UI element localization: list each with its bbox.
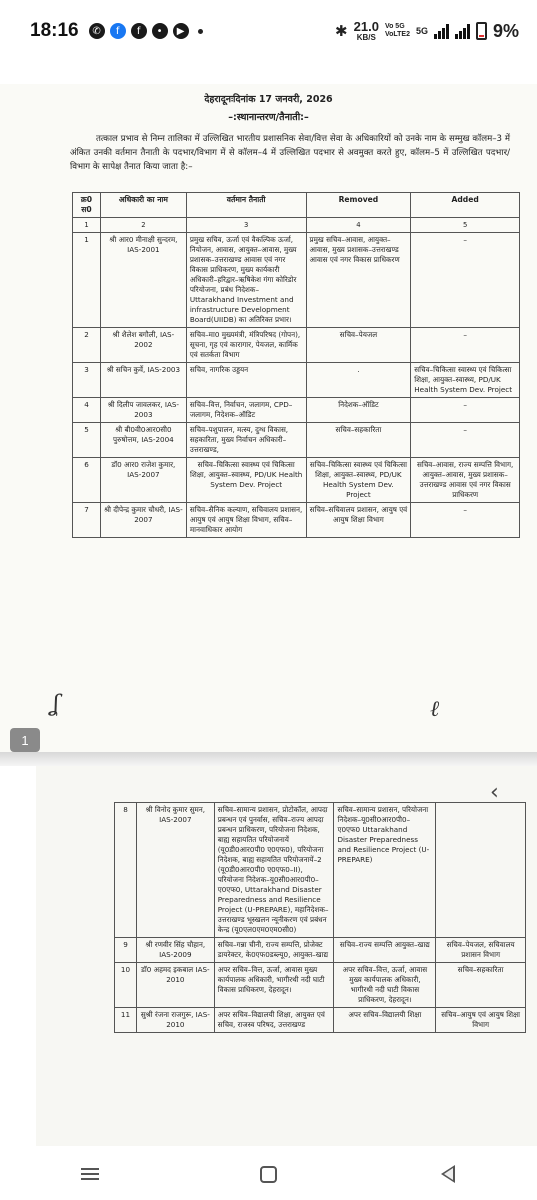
header-name: अधिकारी का नाम bbox=[100, 193, 186, 218]
back-triangle-icon bbox=[441, 1165, 455, 1183]
table-row: 9 श्री रणवीर सिंह चौहान, IAS-2009 सचिव–गन्ना चीनी, राज्य सम्पत्ति, प्रोजेक्ट डायरेक्टर, के0एफ0डब्ल्यू0, आयुक्त–खाद्य सचिव–राज्य सम्पत्ति आयुक्त–खाद्य सचिव–पेयजल, सचिवालय प्रशासन विभाग bbox=[115, 938, 526, 963]
table-row: 3 श्री सचिन कुर्वे, IAS-2003 सचिव, नागरिक उड्डयन . सचिव–चिकित्सा स्वास्थ्य एवं चिकित्सा शिक्षा, आयुक्त–स्वास्थ्य, PD/UK Health System Dev. Project bbox=[73, 363, 520, 398]
bluetooth-icon: ✱ bbox=[335, 23, 348, 40]
whatsapp-icon: ✆ bbox=[89, 23, 105, 39]
recent-apps-button[interactable] bbox=[70, 1159, 110, 1189]
table-row: 11 सुश्री रंजना राजगुरू, IAS-2010 अपर सचिव–विद्यालयी शिक्षा, आयुक्त एवं सचिव, राजस्व परिषद, उत्तराखण्ड अपर सचिव–विद्यालयी शिक्षा सचिव–आयुष एवं आयुष शिक्षा विभाग bbox=[115, 1008, 526, 1033]
chevron-left-icon[interactable]: ‹ bbox=[490, 780, 499, 805]
table-row: 1 श्री आर0 मीनाक्षी सुन्दरम, IAS-2001 प्रमुख सचिव, ऊर्जा एवं वैकल्पिक ऊर्जा, नियोजन, आवास, आयुक्त–आवास, मुख्य प्रशासक–उत्तराखण्ड आवास एवं नगर विकास प्राधिकरण, मुख्य कार्यकारी अधिकारी–हरिद्वार–ऋषिकेश गंगा कोरिडोर परियोजना, प्रबंध निदेशक– Uttarakhand Investment and infrastructure Development Board(UIIDB) का अतिरिक्त प्रभार। प्रमुख सचिव–आवास, आयुक्त–आवास, मुख्य प्रशासक–उत्तराखण्ड आवास एवं नगर विकास प्राधिकरण – bbox=[73, 233, 520, 328]
back-button[interactable] bbox=[428, 1159, 468, 1189]
volte-indicator: Vo 5G VoLTE2 bbox=[384, 23, 410, 38]
table-row: 10 डॉ0 अहमद इकबाल IAS-2010 अपर सचिव–वित्त, ऊर्जा, आवास मुख्य कार्यपालक अधिकारी, भागीरथी नदी घाटी विकास प्राधिकरण, देहरादून। अपर सचिव–वित्त, ऊर्जा, आवास मुख्य कार्यपालक अधिकारी, भागीरथी नदी घाटी विकास प्राधिकरण, देहरादून। सचिव–सहकारिता bbox=[115, 963, 526, 1008]
youtube-play-icon: ▶ bbox=[173, 23, 189, 39]
clock: 18:16 bbox=[30, 20, 79, 41]
chat-bubble-icon: • bbox=[152, 23, 168, 39]
page-number-badge: 1 bbox=[10, 728, 40, 752]
more-notifications-icon bbox=[198, 29, 203, 34]
transfer-table-continued bbox=[114, 802, 526, 1033]
header-current: वर्तमान तैनाती bbox=[186, 193, 306, 218]
system-status bbox=[335, 18, 519, 42]
signature-mark: ℓ bbox=[430, 697, 440, 722]
signal-bars-icon bbox=[434, 23, 449, 39]
document-page-1 bbox=[0, 84, 537, 754]
header-added: Added bbox=[411, 193, 520, 218]
notification-icons bbox=[89, 23, 203, 39]
page-divider bbox=[0, 752, 537, 766]
table-row: 7 श्री दीपेन्द्र कुमार चौधरी, IAS-2007 सचिव–सैनिक कल्याण, सचिवालय प्रशासन, आयुष एवं आयुष शिक्षा विभाग, सचिव–मानवाधिकार आयोग सचिव–सचिवालय प्रशासन, आयुष एवं आयुष शिक्षा विभाग – bbox=[73, 503, 520, 538]
table-row: 6 डॉ0 आर0 राजेश कुमार, IAS-2007 सचिव–चिकित्सा स्वास्थ्य एवं चिकित्सा शिक्षा, आयुक्त–स्वास्थ्य, PD/UK Health System Dev. Project सचिव–चिकित्सा स्वास्थ्य एवं चिकित्सा शिक्षा, आयुक्त–स्वास्थ्य, PD/UK Health System Dev. Project सचिव–आवास, राज्य सम्पत्ति विभाग, आयुक्त–आवास, मुख्य प्रशासक–उत्तराखण्ड आवास एवं नगर विकास प्राधिकरण bbox=[73, 458, 520, 503]
network-5g-label: 5G bbox=[415, 26, 428, 36]
table-header-row bbox=[73, 193, 520, 218]
column-number-row: 1 2 3 4 5 bbox=[73, 218, 520, 233]
battery-icon bbox=[476, 22, 487, 40]
signature-mark: ʆ bbox=[52, 692, 60, 717]
document-date: देहरादूनःदिनांक 17 जनवरी, 2026 bbox=[204, 94, 333, 105]
menu-icon bbox=[81, 1165, 99, 1183]
document-intro: तत्काल प्रभाव से निम्न तालिका में उल्लिखित भारतीय प्रशासनिक सेवा/वित्त सेवा के अधिकारियों को उनके नाम के सम्मुख कॉलम–3 में अंकित उनकी वर्तमान तैनाती के पदभार/विभाग में से कॉलम–4 में उल्लिखित पदभार से अवमुक्त करते हुए, कॉलम–5 में उल्लिखित पदभार/विभाग के सापेक्ष तैनात किया जाता है:– bbox=[70, 134, 510, 172]
table-row: 2 श्री शैलेश बगौली, IAS-2002 सचिव–मा0 मुख्यमंत्री, मंत्रिपरिषद (गोपन), सूचना, गृह एवं कारागार, पेयजल, कार्मिक एवं सतर्कता विभाग सचिव–पेयजल – bbox=[73, 328, 520, 363]
document-page-2 bbox=[36, 766, 537, 1146]
table-row: 4 श्री दिलीप जावलकर, IAS-2003 सचिव–वित्त, निर्वाचन, जलागम, CPD–जलागम, निदेशक–ऑडिट निदेशक–ऑडिट – bbox=[73, 398, 520, 423]
table-row: 5 श्री बी0वी0आर0सी0 पुरुषोत्तम, IAS-2004 सचिव–पशुपालन, मत्स्य, दुग्ध विकास, सहकारिता, मुख्य निर्वाचन अधिकारी– उत्तराखण्ड, सचिव–सहकारिता – bbox=[73, 423, 520, 458]
signal-bars-icon bbox=[455, 23, 470, 39]
battery-percent: 9% bbox=[492, 20, 519, 41]
home-icon bbox=[260, 1166, 277, 1183]
table-row: 8 श्री विनोद कुमार सुमन, IAS-2007 सचिव–सामान्य प्रशासन, प्रोटोकॉल, आपदा प्रबन्धन एवं पुनर्वास, सचिव–राज्य आपदा प्रबन्धन प्राधिकरण, परियोजना निदेशक, बाह्य सहायतित परियोजनायें (यू0डी0आर0पी0 ए0एफ0), परियोजना निदेशक, बाह्य सहायतित परियोजनायें–2 (यू0डी0आर0पी0 ए0एफ0–II), परियोजना निदेशक–यू0सी0आर0पी0–ए0एफ0, Uttarakhand Disaster Preparedness and Resilience Project (U-PREPARE), महानिदेशक– उत्तराखण्ड भूस्खलन न्यूनीकरण एवं प्रबंधन केन्द्र (यू0एल0एम0एम0सी0) सचिव–सामान्य प्रशासन, परियोजना निदेशक–यू0सी0आर0पी0–ए0एफ0 Uttarakhand Disaster Preparedness and Resilience Project (U-PREPARE) bbox=[115, 803, 526, 938]
transfer-table bbox=[72, 192, 520, 538]
home-button[interactable] bbox=[249, 1159, 289, 1189]
navigation-bar bbox=[0, 1148, 537, 1200]
header-removed: Removed bbox=[306, 193, 411, 218]
header-sn: क्र0 स0 bbox=[73, 193, 101, 218]
facebook-icon: f bbox=[110, 23, 126, 39]
network-speed: 21.0 KB/S bbox=[353, 18, 379, 42]
facebook-icon: f bbox=[131, 23, 147, 39]
document-title: –:स्थानान्तरण/तैनाती:– bbox=[228, 112, 309, 123]
status-bar bbox=[0, 0, 537, 62]
